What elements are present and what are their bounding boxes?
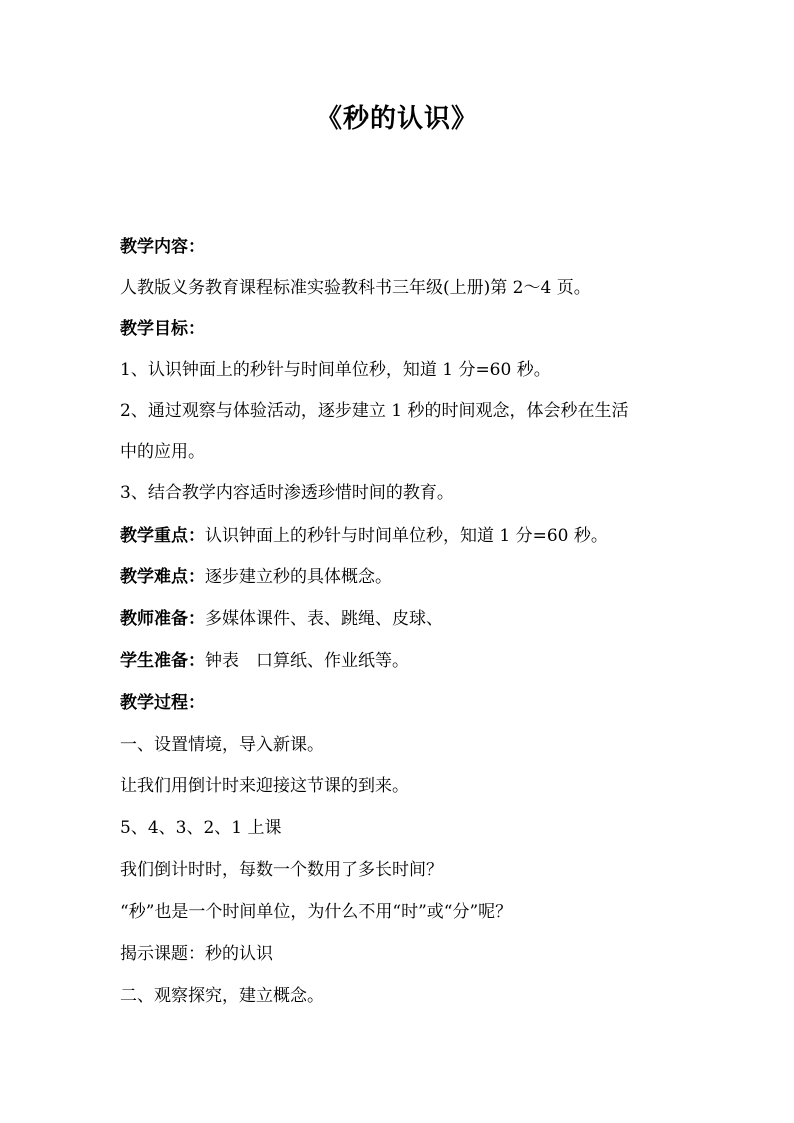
teaching-process-heading: 教学过程：	[120, 693, 205, 713]
goal-item-2-line-2: 中的应用。	[120, 442, 205, 462]
key-point-text: 认识钟面上的秒针与时间单位秒，知道 1 分=60 秒。	[205, 526, 608, 546]
difficulty-text: 逐步建立秒的具体概念。	[205, 567, 392, 587]
step-1-paragraph-5: 揭示课题：秒的认识	[120, 944, 273, 964]
key-point-row	[120, 521, 680, 546]
step-1-paragraph-2: 5、4、3、2、1 上课	[120, 818, 282, 838]
goal-item-2-line-1: 2、通过观察与体验活动，逐步建立 1 秒的时间观念，体会秒在生活	[120, 401, 629, 421]
student-prep-text: 钟表 口算纸、作业纸等。	[205, 651, 409, 671]
teacher-prep-label: 教师准备：	[120, 609, 205, 629]
step-1-paragraph-4: “秒”也是一个时间单位，为什么不用“时”或“分”呢？	[120, 902, 513, 922]
student-prep-row	[120, 646, 680, 671]
teaching-content-text: 人教版义务教育课程标准实验教科书三年级(上册)第 2～4 页。	[120, 278, 591, 298]
teacher-prep-row	[120, 604, 680, 629]
goal-item-1: 1、认识钟面上的秒针与时间单位秒，知道 1 分=60 秒。	[120, 360, 551, 380]
step-1-paragraph-1: 让我们用倒计时来迎接这节课的到来。	[120, 776, 409, 796]
step-2-heading: 二、观察探究，建立概念。	[120, 986, 324, 1006]
teaching-goals-heading: 教学目标：	[120, 319, 205, 339]
goal-item-3: 3、结合教学内容适时渗透珍惜时间的教育。	[120, 483, 454, 503]
step-1-heading: 一、设置情境，导入新课。	[120, 735, 324, 755]
teaching-content-heading: 教学内容：	[120, 237, 205, 257]
document-title: 《秒的认识》	[315, 104, 478, 134]
teacher-prep-text: 多媒体课件、表、跳绳、皮球、	[205, 609, 443, 629]
difficulty-label: 教学难点：	[120, 567, 205, 587]
student-prep-label: 学生准备：	[120, 651, 205, 671]
step-1-paragraph-3: 我们倒计时时，每数一个数用了多长时间？	[120, 860, 443, 880]
key-point-label: 教学重点：	[120, 526, 205, 546]
difficulty-row	[120, 562, 680, 587]
